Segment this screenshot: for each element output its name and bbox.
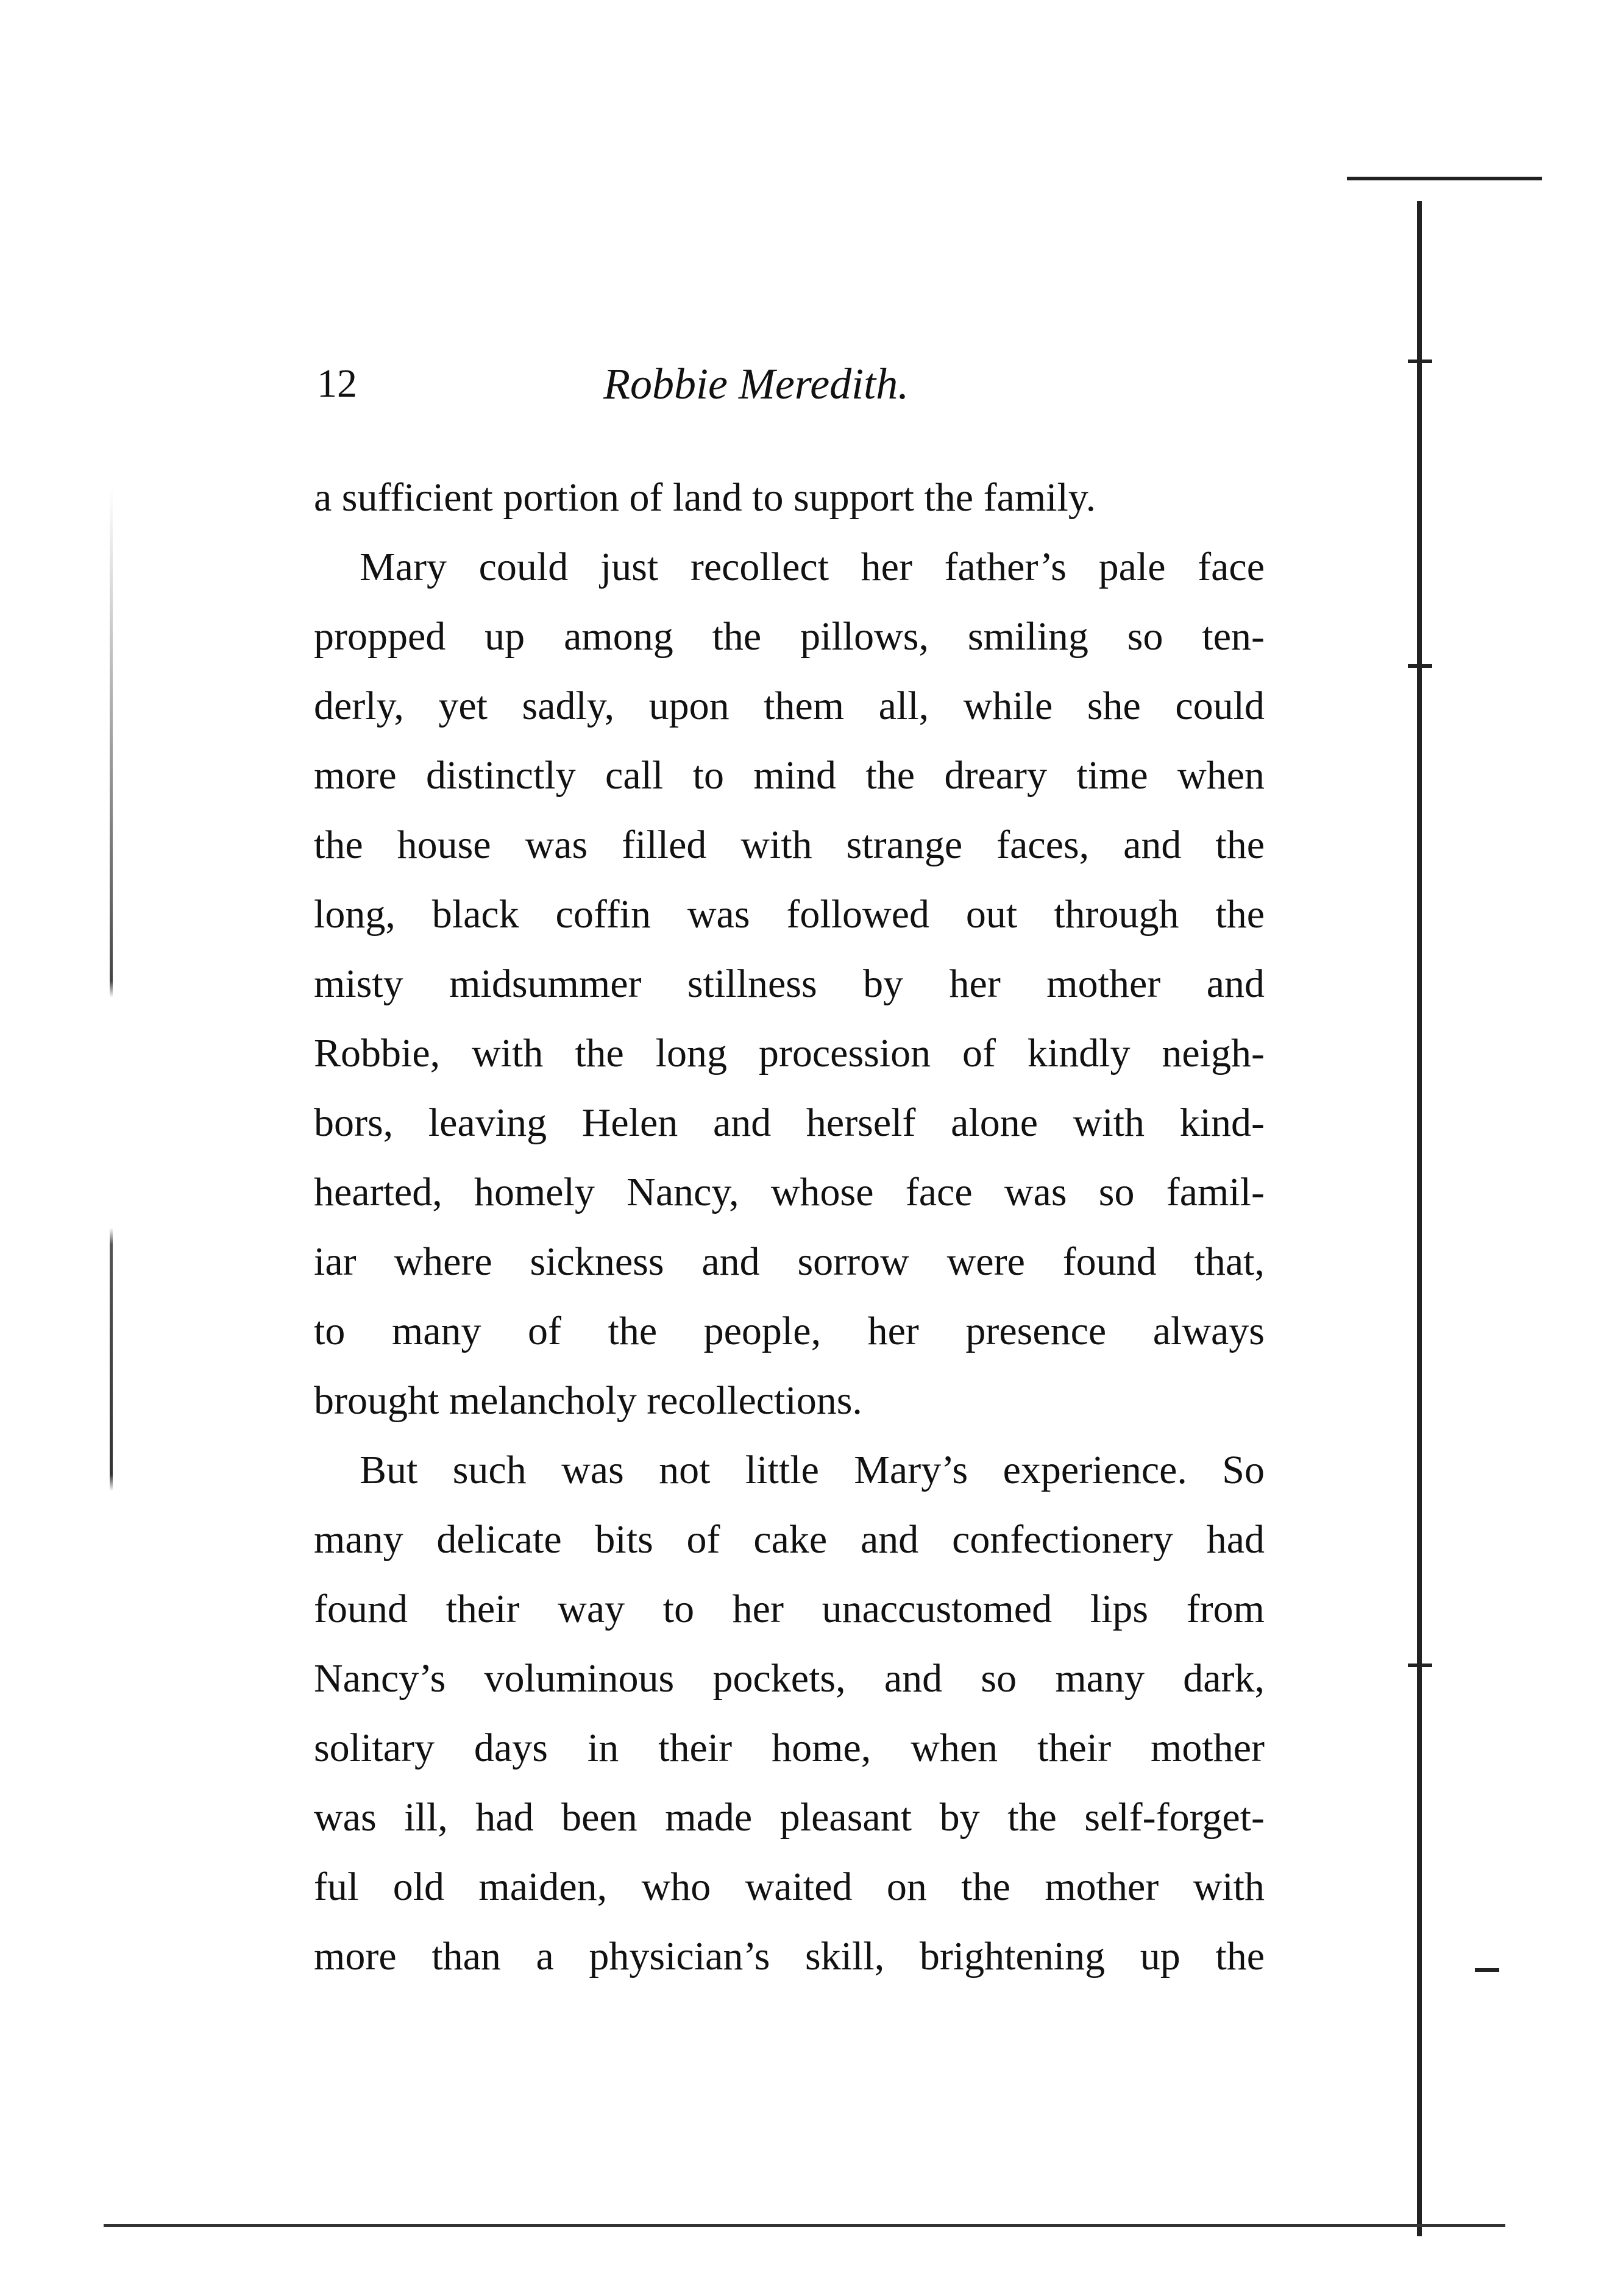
text-line: brought melancholy recollections.	[314, 1378, 862, 1423]
text-line: long, black coffin was followed out through the	[314, 892, 1265, 937]
text-line: bors, leaving Helen and herself alone with kind-	[314, 1100, 1265, 1145]
text-line: many delicate bits of cake and confectionery had	[314, 1517, 1265, 1562]
scan-edge-bottom	[104, 2224, 1505, 2227]
text-line: propped up among the pillows, smiling so ten-	[314, 614, 1265, 659]
scan-edge-top	[1347, 177, 1542, 180]
text-line: the house was filled with strange faces, and the	[314, 823, 1265, 867]
scan-mark	[1475, 1968, 1499, 1972]
text-line: solitary days in their home, when their mother	[314, 1726, 1265, 1770]
running-title: Robbie Meredith.	[603, 360, 909, 408]
text-line: iar where sickness and sorrow were found that,	[314, 1239, 1265, 1284]
text-line: derly, yet sadly, upon them all, while she could	[314, 684, 1265, 728]
scan-edge-right	[1417, 201, 1422, 2236]
scan-mark	[1408, 664, 1432, 668]
text-line: to many of the people, her presence always	[314, 1309, 1265, 1353]
text-line: Robbie, with the long procession of kindly neigh-	[314, 1031, 1265, 1075]
text-line: But such was not little Mary’s experience. So	[360, 1448, 1265, 1492]
text-line: Mary could just recollect her father’s pale face	[360, 545, 1265, 589]
page-header	[317, 350, 1268, 417]
scan-mark	[1408, 360, 1432, 363]
text-line: more than a physician’s skill, brightening up the	[314, 1934, 1265, 1979]
scan-mark	[1408, 1664, 1432, 1667]
text-line: found their way to her unaccustomed lips from	[314, 1587, 1265, 1631]
text-line: ful old maiden, who waited on the mother with	[314, 1865, 1265, 1909]
text-line: misty midsummer stillness by her mother and	[314, 962, 1265, 1006]
scan-edge-left	[110, 487, 113, 2133]
text-line: Nancy’s voluminous pockets, and so many dark,	[314, 1656, 1265, 1701]
text-line: more distinctly call to mind the dreary time when	[314, 753, 1265, 798]
page-number: 12	[317, 361, 357, 406]
text-line: was ill, had been made pleasant by the self-forget-	[314, 1795, 1265, 1840]
body-text	[314, 463, 1265, 1991]
text-line: hearted, homely Nancy, whose face was so famil-	[314, 1170, 1265, 1214]
text-line: a sufficient portion of land to support the family.	[314, 475, 1096, 520]
